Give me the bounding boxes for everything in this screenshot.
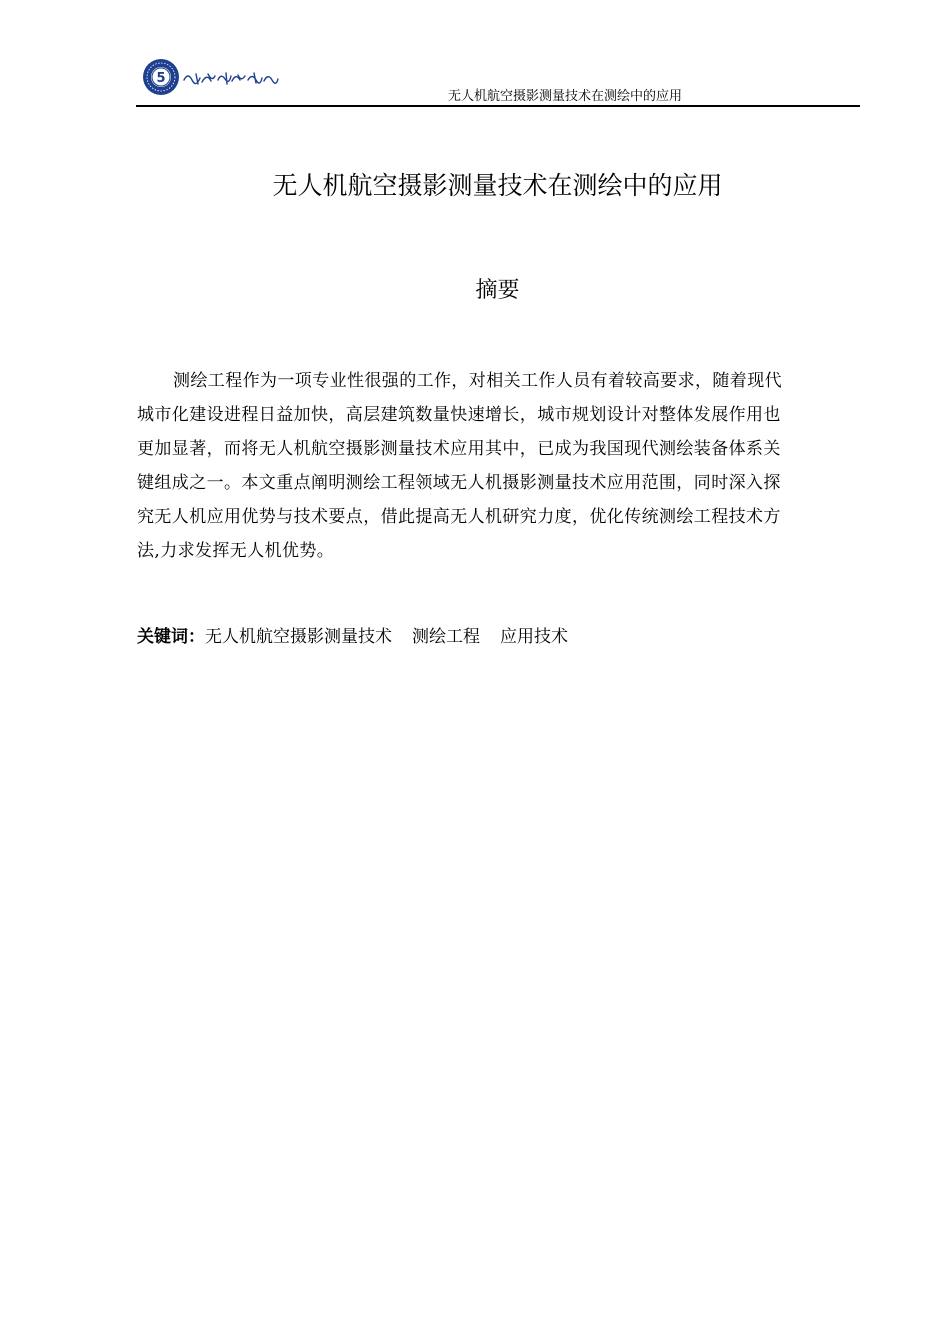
header-divider (136, 105, 860, 107)
keyword-item: 无人机航空摄影测量技术 (205, 627, 392, 647)
school-seal-icon (142, 58, 180, 96)
page-header (136, 54, 860, 106)
keyword-item: 应用技术 (500, 627, 568, 647)
seal-mark: 5 (156, 71, 166, 86)
document-title: 无人机航空摄影测量技术在测绘中的应用 (272, 171, 723, 200)
keywords-line (137, 624, 568, 650)
school-logo (142, 58, 282, 102)
abstract-line: 城市化建设进程日益加快，高层建筑数量快速增长，城市规划设计对整体发展作用也 (137, 405, 781, 425)
abstract-line: 究无人机应用优势与技术要点，借此提高无人机研究力度，优化传统测绘工程技术方 (137, 507, 781, 527)
abstract-heading: 摘要 (475, 278, 520, 303)
keyword-item: 测绘工程 (412, 627, 480, 647)
abstract-paragraph (137, 364, 861, 568)
running-header-title: 无人机航空摄影测量技术在测绘中的应用 (447, 89, 682, 104)
abstract-line: 更加显著，而将无人机航空摄影测量技术应用其中，已成为我国现代测绘装备体系关 (137, 439, 781, 459)
keywords-label: 关键词： (137, 627, 205, 647)
abstract-line: 法,力求发挥无人机优势。 (137, 541, 335, 561)
school-name-script (182, 68, 282, 88)
abstract-line: 键组成之一。本文重点阐明测绘工程领域无人机摄影测量技术应用范围，同时深入探 (137, 473, 781, 493)
abstract-line: 测绘工程作为一项专业性很强的工作，对相关工作人员有着较高要求，随着现代 (173, 371, 782, 391)
